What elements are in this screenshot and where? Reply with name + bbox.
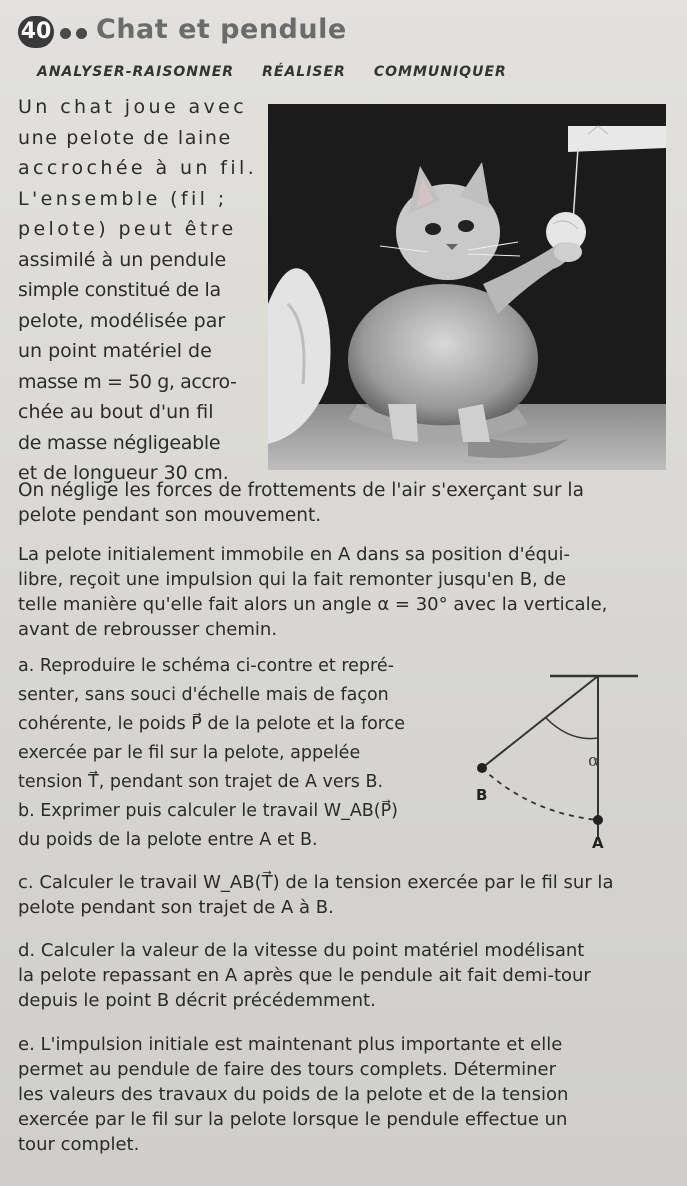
text-line: d. Calculer la valeur de la vitesse du point matériel modélisant [18, 940, 585, 961]
skill-tag: COMMUNIQUER [373, 64, 507, 80]
text-line: une pelote de laine [18, 126, 232, 149]
text-line: permet au pendule de faire des tours complets. Déterminer [18, 1059, 557, 1080]
paragraph-friction [18, 478, 673, 528]
text-line: telle manière qu'elle fait alors un angle α = 30° avec la verticale, [18, 594, 608, 615]
trajectory-arc [482, 768, 598, 820]
skills-tags [37, 64, 507, 80]
text-line: pelote) peut être [18, 218, 237, 240]
difficulty-dot-2 [76, 28, 87, 39]
text-line: avant de rebrousser chemin. [18, 619, 278, 640]
point-b-dot [477, 763, 487, 773]
text-line: depuis le point B décrit précédemment. [18, 990, 376, 1011]
exercise-number: 40 [18, 16, 54, 48]
pendulum-svg [470, 668, 660, 852]
text-line: La pelote initialement immobile en A dans sa position d'équi- [18, 544, 570, 565]
intro-text [18, 92, 276, 489]
text-line: pelote, modélisée par [18, 309, 226, 332]
text-line: libre, reçoit une impulsion qui la fait remonter jusqu'en B, de [18, 569, 567, 590]
skill-tag: RÉALISER [262, 64, 346, 80]
point-a-dot [593, 815, 603, 825]
text-line: exercée par le fil sur la pelote, appelée [18, 743, 361, 763]
tilted-string [482, 676, 598, 768]
text-line: L'ensemble (fil ; [18, 187, 228, 210]
text-line: On néglige les forces de frottements de l'air s'exerçant sur la [18, 480, 584, 501]
text-line: simple constitué de la [18, 279, 221, 301]
text-line: pelote pendant son mouvement. [18, 505, 322, 526]
text-line: pelote pendant son trajet de A à B. [18, 897, 334, 918]
question-d [18, 938, 678, 1013]
text-line: et de longueur 30 cm. [18, 462, 229, 484]
question-b [18, 797, 458, 855]
question-c [18, 870, 678, 920]
text-line: de masse négligeable [18, 431, 221, 454]
cat-photo [268, 104, 666, 470]
difficulty-dot-1 [60, 28, 71, 39]
text-line: chée au bout d'un fil [18, 401, 214, 423]
text-line: un point matériel de [18, 340, 212, 362]
question-a [18, 652, 458, 797]
pendulum-diagram [470, 668, 660, 852]
question-e [18, 1032, 678, 1157]
text-line: e. L'impulsion initiale est maintenant plus importante et elle [18, 1034, 563, 1055]
text-line: tour complet. [18, 1134, 140, 1155]
text-line: accrochée à un fil. [18, 157, 258, 179]
text-line: c. Calculer le travail W_AB(T⃗) de la tension exercée par le fil sur la [18, 872, 614, 893]
text-line: cohérente, le poids P⃗ de la pelote et la force [18, 714, 406, 734]
text-line: a. Reproduire le schéma ci-contre et repré- [18, 656, 394, 676]
skill-tag: ANALYSER-RAISONNER [37, 64, 235, 80]
point-a-label: A [592, 834, 604, 852]
text-line: exercée par le fil sur la pelote lorsque le pendule effectue un [18, 1109, 568, 1130]
cat-photo-illustration [268, 104, 666, 470]
text-line: du poids de la pelote entre A et B. [18, 830, 318, 850]
point-b-label: B [476, 786, 488, 804]
text-line: tension T⃗, pendant son trajet de A vers B. [18, 772, 384, 792]
text-line: masse m = 50 g, accro- [18, 370, 237, 393]
text-line: la pelote repassant en A après que le pendule ait fait demi-tour [18, 965, 591, 986]
text-line: senter, sans souci d'échelle mais de façon [18, 685, 389, 705]
text-line: assimilé à un pendule [18, 248, 227, 271]
text-line: b. Exprimer puis calculer le travail W_AB(P⃗) [18, 801, 399, 821]
text-line: les valeurs des travaux du poids de la pelote et de la tension [18, 1084, 569, 1105]
exercise-title: Chat et pendule [96, 14, 347, 45]
paragraph-situation [18, 542, 673, 642]
text-line: Un chat joue avec [18, 96, 248, 118]
angle-arc [546, 718, 598, 739]
angle-label: α [588, 751, 600, 771]
